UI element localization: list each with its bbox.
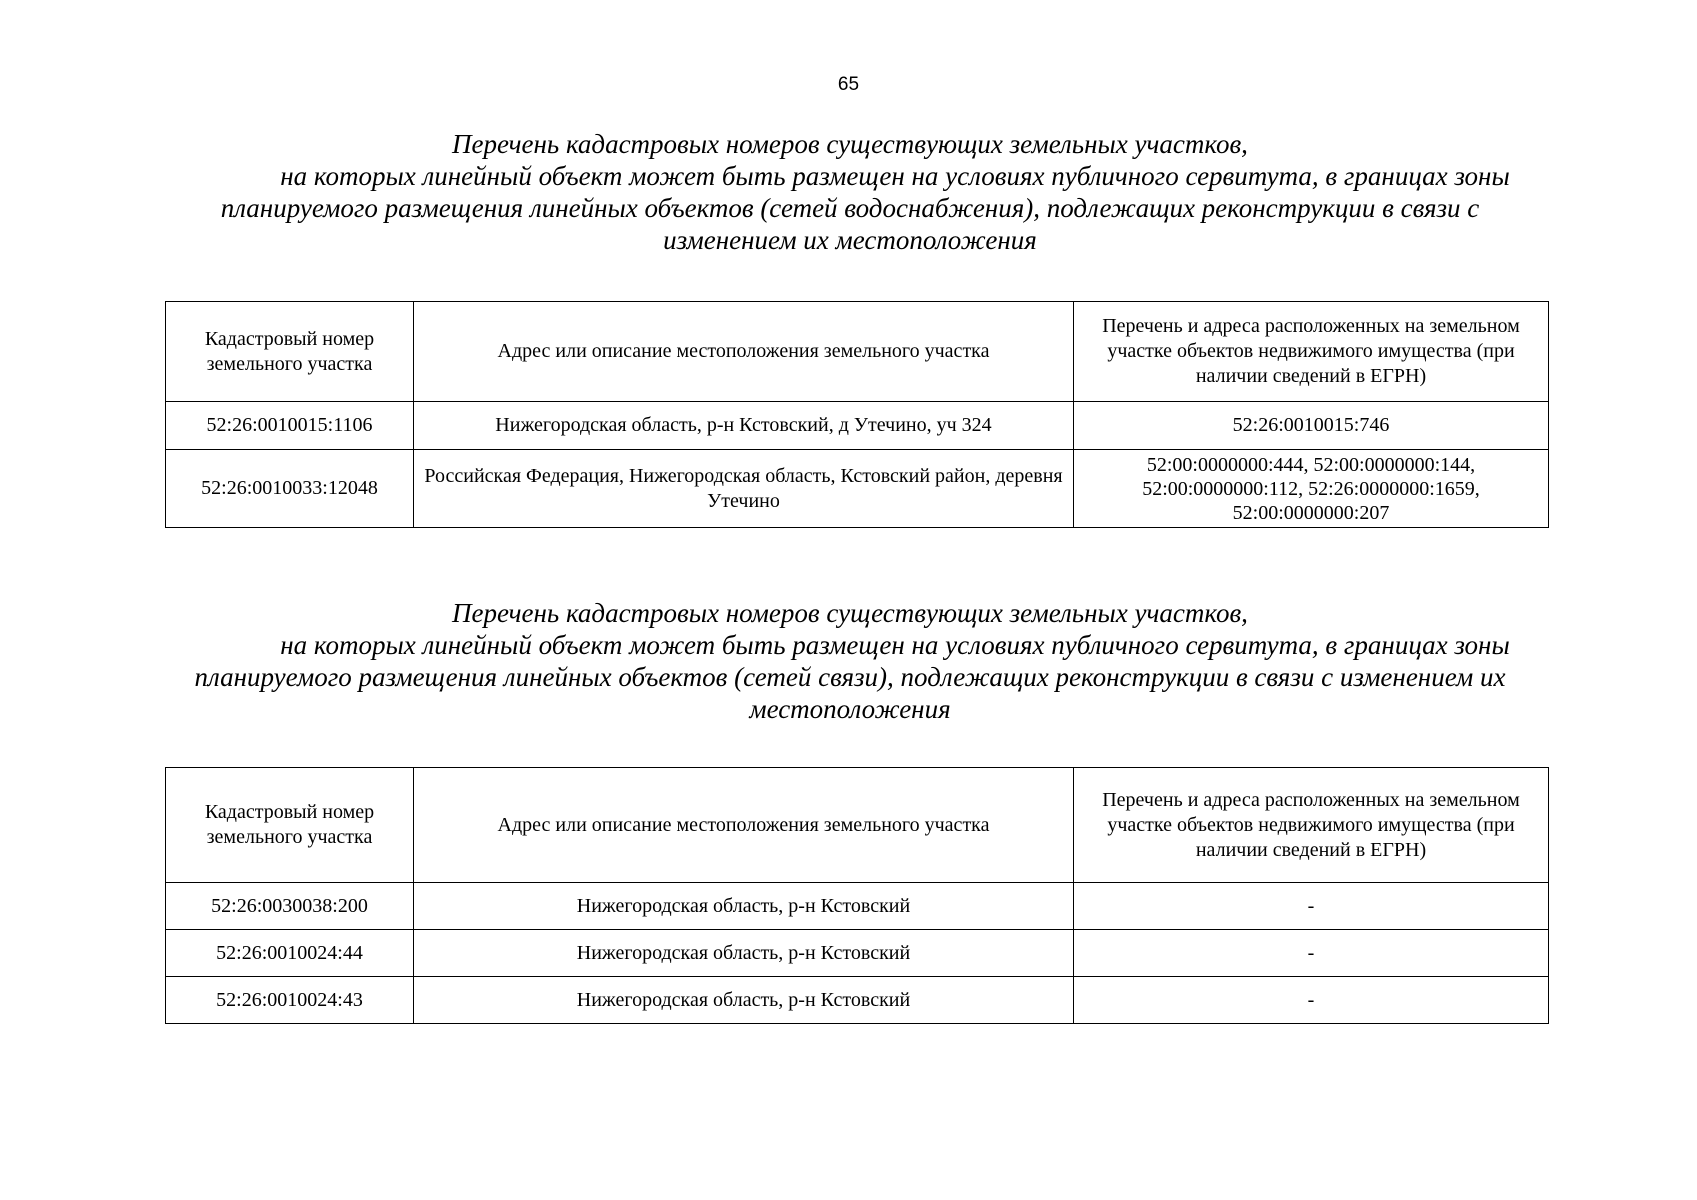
section-1-title-line: на которых линейный объект может быть размещен на условиях публичного сервитута, в границах зоны — [280, 161, 1510, 191]
cadastral-number-cell: 52:26:0010033:12048 — [166, 450, 414, 528]
column-header-cadastral-number: Кадастровый номер земельного участка — [166, 302, 414, 402]
objects-cell: - — [1074, 883, 1549, 930]
section-1-title-line: Перечень кадастровых номеров существующих земельных участков, — [452, 129, 1248, 159]
section-2-title-line: на которых линейный объект может быть размещен на условиях публичного сервитута, в границах зоны — [280, 630, 1510, 660]
water-supply-parcels-table — [165, 301, 1549, 528]
table-header-row — [166, 302, 1549, 402]
column-header-cadastral-number: Кадастровый номер земельного участка — [166, 768, 414, 883]
column-header-objects: Перечень и адреса расположенных на земельном участке объектов недвижимого имущества (при наличии сведений в ЕГРН) — [1074, 302, 1549, 402]
column-header-objects: Перечень и адреса расположенных на земельном участке объектов недвижимого имущества (при наличии сведений в ЕГРН) — [1074, 768, 1549, 883]
section-2-title-line: планируемого размещения линейных объектов (сетей связи), подлежащих реконструкции в связи с изменением их — [194, 662, 1506, 692]
cadastral-number-cell: 52:26:0010024:44 — [166, 930, 414, 977]
section-2-title-line: местоположения — [749, 694, 951, 724]
objects-cell: 52:26:0010015:746 — [1074, 402, 1549, 450]
objects-cell: - — [1074, 930, 1549, 977]
cadastral-number-cell: 52:26:0010024:43 — [166, 977, 414, 1024]
table-row — [166, 977, 1549, 1024]
cadastral-number-cell: 52:26:0010015:1106 — [166, 402, 414, 450]
page-number: 65 — [837, 74, 860, 95]
address-cell: Российская Федерация, Нижегородская область, Кстовский район, деревня Утечино — [414, 450, 1074, 528]
objects-cell: 52:00:0000000:444, 52:00:0000000:144, 52:00:0000000:112, 52:26:0000000:1659, 52:00:0000000:207 — [1074, 450, 1549, 528]
section-2-title-line: Перечень кадастровых номеров существующих земельных участков, — [452, 598, 1248, 628]
address-cell: Нижегородская область, р-н Кстовский — [414, 883, 1074, 930]
column-header-address: Адрес или описание местоположения земельного участка — [414, 768, 1074, 883]
table-row — [166, 930, 1549, 977]
section-1-title-line: изменением их местоположения — [663, 225, 1037, 255]
communication-networks-parcels-table — [165, 767, 1549, 1024]
address-cell: Нижегородская область, р-н Кстовский — [414, 930, 1074, 977]
cadastral-number-cell: 52:26:0030038:200 — [166, 883, 414, 930]
table-header-row — [166, 768, 1549, 883]
section-1-title — [160, 128, 1540, 256]
section-2-title — [160, 597, 1540, 725]
table-row — [166, 450, 1549, 528]
address-cell: Нижегородская область, р-н Кстовский — [414, 977, 1074, 1024]
table-row — [166, 402, 1549, 450]
section-1-title-line: планируемого размещения линейных объектов (сетей водоснабжения), подлежащих реконструкции в связи с — [220, 193, 1480, 223]
table-row — [166, 883, 1549, 930]
address-cell: Нижегородская область, р-н Кстовский, д Утечино, уч 324 — [414, 402, 1074, 450]
objects-cell: - — [1074, 977, 1549, 1024]
column-header-address: Адрес или описание местоположения земельного участка — [414, 302, 1074, 402]
